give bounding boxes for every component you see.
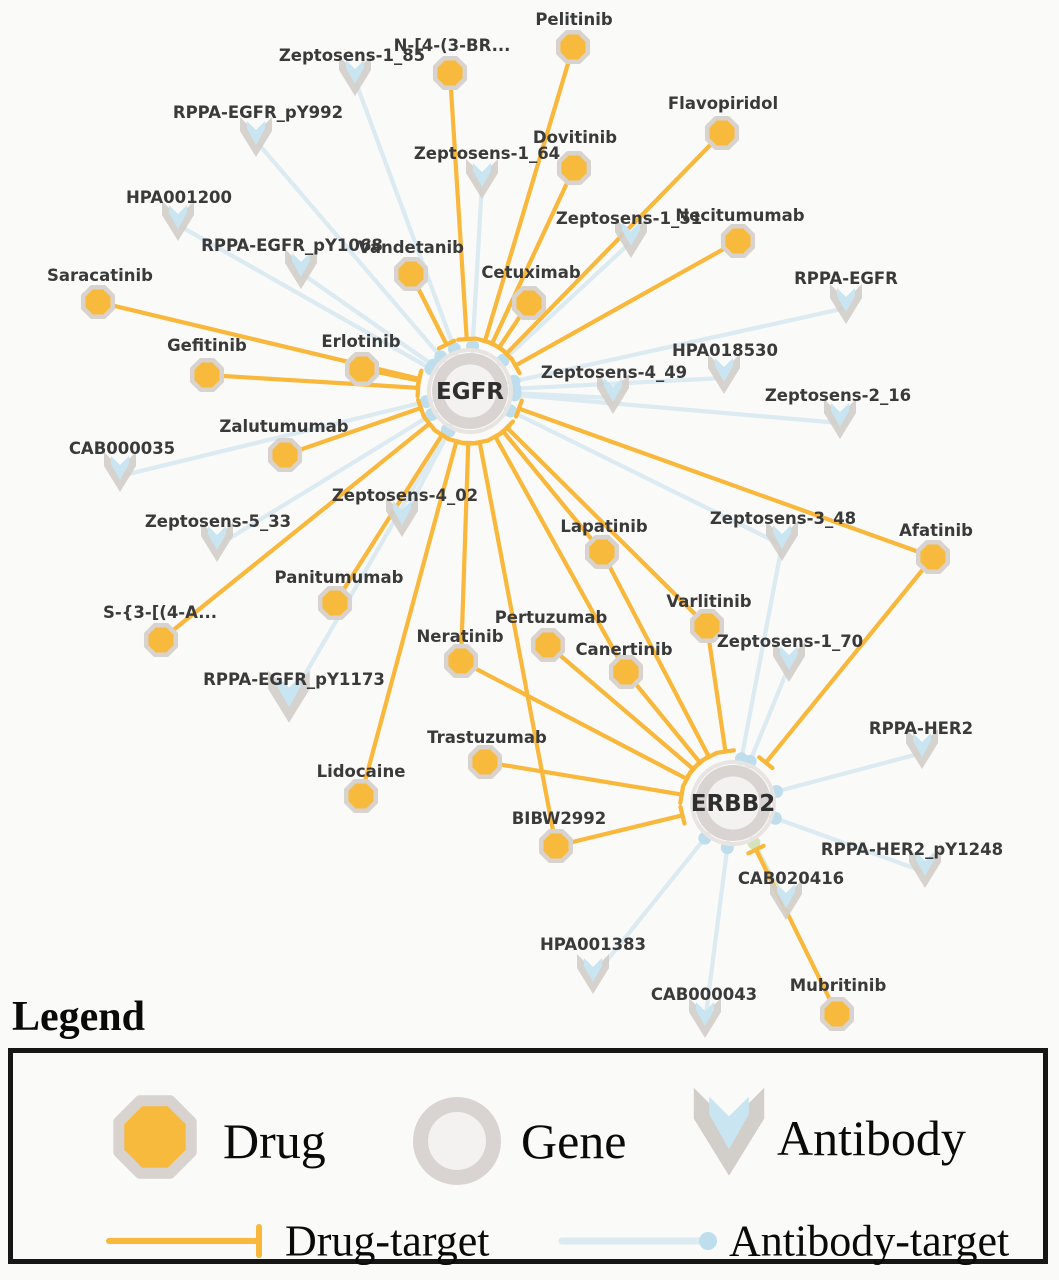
antibody-node-cab000043[interactable] [689,998,721,1038]
node-label-cab000043: CAB000043 [650,985,758,1004]
node-label-canertinib: Canertinib [575,640,673,659]
antibody-node-hpa018530[interactable] [708,354,740,394]
drug-node-neratinib[interactable] [446,646,476,676]
node-label-bibw2992: BIBW2992 [511,809,607,828]
drug-node-flavopiridol[interactable] [707,118,737,148]
node-label-rppa-her2: RPPA-HER2 [868,719,974,738]
antibody-node-rppa-egfr[interactable] [830,284,862,324]
drug-node-necitumumab[interactable] [723,226,753,256]
edge-tee-bibw2992 [680,807,684,824]
drug-node-afatinib[interactable] [918,542,948,572]
node-label-rppa-her2-py1248: RPPA-HER2_pY1248 [820,840,1004,859]
legend-label-drug: Drug [223,1113,326,1169]
drug-node-lidocaine[interactable] [346,781,376,811]
drug-target-edge-icon [103,1223,279,1259]
node-label-rppa-egfr-py1173: RPPA-EGFR_pY1173 [203,670,385,689]
antibody-node-cab000035[interactable] [104,452,136,492]
node-label-hpa001200: HPA001200 [125,188,233,207]
gene-node-icon [407,1091,507,1191]
drug-node-mubritinib[interactable] [822,999,852,1029]
drug-node-panitumumab[interactable] [320,588,350,618]
gene-label-erbb2: ERBB2 [690,791,776,817]
node-label-erlotinib: Erlotinib [321,332,401,351]
node-label-zeptosens-1-70: Zeptosens-1_70 [716,632,864,651]
node-label-gefitinib: Gefitinib [167,336,247,355]
node-label-zeptosens-1-64: Zeptosens-1_64 [413,144,561,163]
node-label-zeptosens-2-16: Zeptosens-2_16 [764,386,912,405]
node-label-hpa018530: HPA018530 [671,341,779,360]
legend-box [8,1048,1048,1264]
node-label-s-3-4-a: S-{3-[(4-A... [102,603,218,622]
node-label-flavopiridol: Flavopiridol [667,94,779,113]
layer-labels [47,10,1003,1004]
node-label-vandetanib: Vandetanib [358,238,464,257]
node-label-zalutumumab: Zalutumumab [219,417,349,436]
edge-trastuzumab-erbb2 [485,762,682,795]
node-label-pertuzumab: Pertuzumab [494,608,608,627]
antibody-target-edge-icon [558,1223,728,1259]
node-label-trastuzumab: Trastuzumab [427,728,547,747]
edge-n-4-3-br-egfr [450,73,467,339]
node-label-cab000035: CAB000035 [68,439,176,458]
edge-rppa-her2-erbb2 [777,753,922,791]
drug-node-lapatinib[interactable] [587,537,617,567]
edge-tee-n-4-3-br [458,339,475,340]
antibody-node-zeptosens-2-16[interactable] [824,399,856,439]
drug-node-zalutumumab[interactable] [270,440,300,470]
drug-node-canertinib[interactable] [611,657,641,687]
node-label-zeptosens-4-49: Zeptosens-4_49 [540,363,688,382]
node-label-panitumumab: Panitumumab [274,568,404,587]
antibody-node-icon [685,1079,773,1189]
legend-title: Legend [12,994,146,1040]
edge-hpa001383-erbb2 [593,838,705,978]
node-label-zeptosens-1-85: Zeptosens-1_85 [278,46,426,65]
node-label-cetuximab: Cetuximab [481,263,581,282]
drug-node-pelitinib[interactable] [558,32,588,62]
node-label-neratinib: Neratinib [416,627,504,646]
node-label-necitumumab: Necitumumab [675,206,805,225]
node-label-n-4-3-br: N-[4-(3-BR... [393,36,511,55]
node-label-hpa001383: HPA001383 [539,935,647,954]
drug-node-vandetanib[interactable] [396,259,426,289]
node-label-zeptosens-5-33: Zeptosens-5_33 [144,512,292,531]
node-label-rppa-egfr-py992: RPPA-EGFR_pY992 [172,103,344,122]
node-label-pelitinib: Pelitinib [535,10,613,29]
drug-node-cetuximab[interactable] [514,288,544,318]
edge-tee-varlitinib [717,750,734,752]
node-label-saracatinib: Saracatinib [47,266,153,285]
node-label-zeptosens-1-51: Zeptosens-1_51 [555,209,703,228]
antibody-node-hpa001383[interactable] [577,954,609,994]
edge-gefitinib-egfr [207,375,418,388]
antibody-node-zeptosens-1-64[interactable] [466,159,498,199]
edge-tee-bibw2992 [471,441,488,444]
node-label-rppa-egfr-py1068: RPPA-EGFR_pY1068 [201,236,383,255]
node-label-lidocaine: Lidocaine [316,762,406,781]
legend-label-gene: Gene [521,1113,627,1169]
drug-node-n-4-3-br[interactable] [435,58,465,88]
node-label-rppa-egfr: RPPA-EGFR [794,269,898,288]
drug-node-icon [99,1081,211,1193]
node-label-zeptosens-3-48: Zeptosens-3_48 [709,509,857,528]
node-label-zeptosens-4-02: Zeptosens-4_02 [331,486,479,505]
legend-label-antibody: Antibody [777,1110,966,1166]
drug-node-erlotinib[interactable] [347,354,377,384]
drug-node-pertuzumab[interactable] [533,630,563,660]
drug-node-bibw2992[interactable] [541,831,571,861]
antibody-node-hpa001200[interactable] [162,201,194,241]
node-label-afatinib: Afatinib [899,521,973,540]
edge-zeptosens-1-85-egfr [355,80,454,349]
drug-node-dovitinib[interactable] [559,153,589,183]
node-label-lapatinib: Lapatinib [560,517,648,536]
edge-tee-trastuzumab [680,786,683,803]
gene-label-egfr: EGFR [435,379,505,405]
drug-node-gefitinib[interactable] [192,360,222,390]
drug-node-trastuzumab[interactable] [470,747,500,777]
node-label-cab020416: CAB020416 [737,869,845,888]
node-label-varlitinib: Varlitinib [666,592,752,611]
node-label-dovitinib: Dovitinib [532,128,618,147]
legend-label-antibody-target: Antibody-target [729,1216,1010,1266]
drug-node-saracatinib[interactable] [83,287,113,317]
legend-label-drug-target: Drug-target [285,1216,490,1266]
drug-node-s-3-4-a[interactable] [146,625,176,655]
node-label-mubritinib: Mubritinib [789,976,887,995]
